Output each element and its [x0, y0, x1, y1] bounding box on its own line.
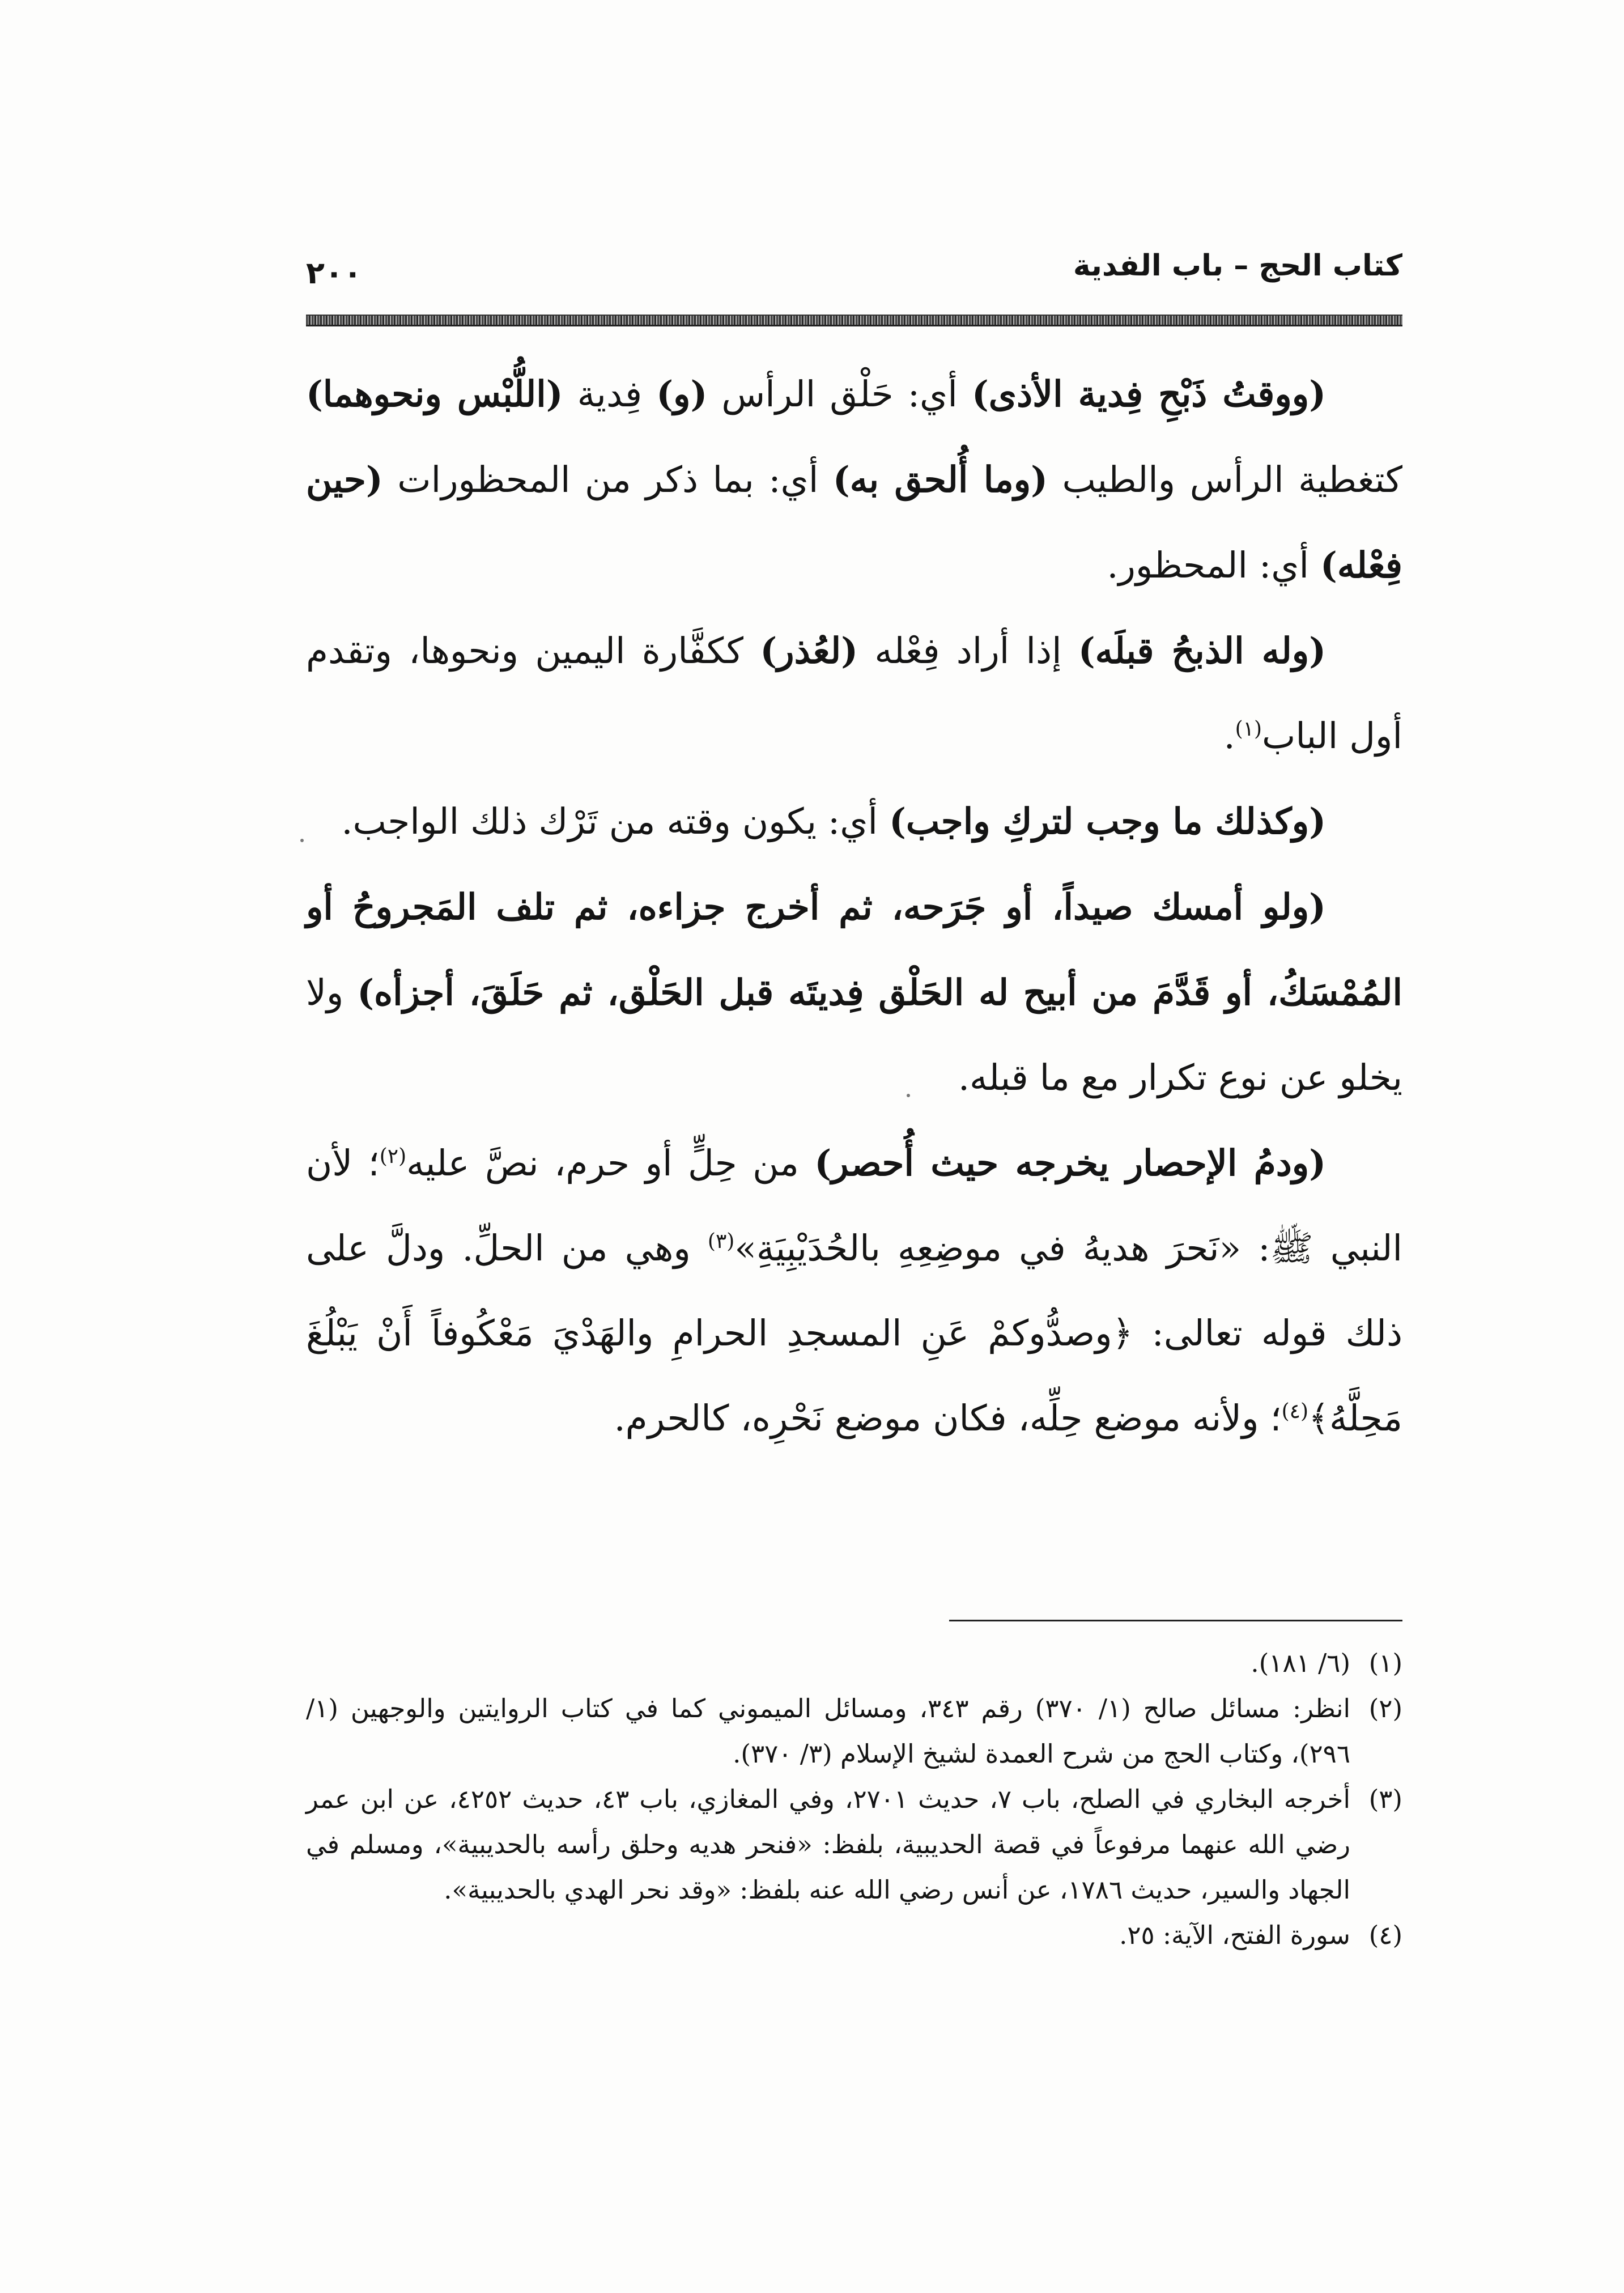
footnote-text: (٦/ ١٨١). [1251, 1648, 1350, 1678]
sharh-text: ؛ لأن النبي ﷺ: «نَحرَ هديهُ في موضِعِهِ بالحُدَيْبِيَةِ» [306, 1143, 1402, 1269]
footnote-text: سورة الفتح، الآية: ٢٥. [1119, 1920, 1350, 1950]
footnote-marker: (٢) [379, 1145, 407, 1168]
matn-text: (ووقتُ ذَبْحِ فِدية الأذى) [971, 373, 1326, 415]
footnote [306, 1641, 1402, 1686]
matn-text: (وله الذبحُ قبلَه) [1078, 630, 1326, 672]
footnote [306, 1777, 1402, 1913]
stray-mark [300, 839, 304, 842]
body-paragraph [306, 779, 1402, 864]
body-paragraph [306, 1120, 1402, 1461]
body-paragraph [306, 608, 1402, 779]
sharh-text: ؛ ولأنه موضع حِلِّه، فكان موضع نَحْرِه، كالحرم. [614, 1398, 1282, 1439]
footnote-number: (٤) [1368, 1920, 1402, 1950]
matn-text: (حين فِعْله) [306, 458, 1402, 586]
matn-text: (ودمُ الإحصار يخرجه حيث أُحصر) [814, 1142, 1327, 1184]
stray-mark [907, 1094, 910, 1097]
body-paragraph [306, 864, 1402, 1120]
sharh-text: إذا أراد فِعْله [858, 630, 1078, 672]
sharh-text: أي: بما ذكر من المحظورات [382, 459, 833, 500]
footnote-number: (١) [1368, 1648, 1402, 1678]
footnote [306, 1913, 1402, 1958]
footnote-text: انظر: مسائل صالح (١/ ٣٧٠) رقم ٣٤٣، ومسائل الميموني كما في كتاب الروايتين والوجهين (١/ ٢٩٦)، وكتاب الحج من شرح العمدة لشيخ الإسلام (٣/ ٣٧٠). [306, 1693, 1350, 1769]
sharh-text: أي: يكون وقته من تَرْك ذلك الواجب. [341, 801, 890, 842]
footnote-marker: (٣) [707, 1230, 735, 1253]
matn-text: (و) [656, 373, 708, 415]
footnote-number: (٢) [1368, 1693, 1402, 1723]
sharh-text: . [1223, 715, 1235, 757]
sharh-text: من حِلٍّ أو حرم، نصَّ عليه [406, 1143, 815, 1184]
sharh-text: فِدية [563, 373, 657, 415]
page-number: ٢٠٠ [306, 255, 362, 291]
sharh-text: كتغطية الرأس والطيب [1048, 459, 1403, 500]
matn-text: (وما أُلحق به) [832, 458, 1048, 500]
running-header [306, 238, 1402, 306]
footnote [306, 1686, 1402, 1777]
footnote-number: (٣) [1368, 1784, 1402, 1814]
matn-text: (لعُذر) [760, 630, 858, 672]
footnote-marker: (٤) [1281, 1400, 1309, 1423]
sharh-text: ككفَّارة اليمين ونحوها، وتقدم أول الباب [306, 630, 1402, 757]
footnotes [306, 1641, 1402, 1958]
running-title: كتاب الحج – باب الفدية [1073, 249, 1402, 283]
sharh-text: أي: حَلْق الرأس [707, 373, 972, 415]
matn-text: (وكذلك ما وجب لتركِ واجب) [889, 800, 1326, 842]
matn-text: (ولو أمسك صيداً، أو جَرَحه، ثم أخرج جزاءه، ثم تلف المَجروحُ أو المُمْسَكُ، أو قَدَّمَ من أبيح له الحَلْق فِديتَه قبل الحَلْق، ثم حَلَقَ، أجزأه) [306, 886, 1402, 1013]
matn-text: (اللُّبْس ونحوهما) [306, 373, 563, 415]
footnote-text: أخرجه البخاري في الصلح، باب ٧، حديث ٢٧٠١، وفي المغازي، باب ٤٣، حديث ٤٢٥٢، عن ابن عمر رضي الله عنهما مرفوعاً في قصة الحديبية، بلفظ: «فنحر هديه وحلق رأسه بالحديبية»، ومسلم في الجهاد والسير، حديث ١٧٨٦، عن أنس رضي الله عنه بلفظ: «وقد نحر الهدي بالحديبية». [306, 1784, 1350, 1905]
header-rule [306, 315, 1402, 326]
sharh-text: أي: المحظور. [1107, 545, 1321, 586]
sharh-text: وهي من الحلِّ. ودلَّ على ذلك قوله تعالى: ﴿وصدُّوكمْ عَنِ المسجدِ الحرامِ والهَدْيَ مَعْكُوفاً أَنْ يَبْلُغَ مَحِلَّهُ﴾ [306, 1228, 1402, 1439]
main-text [306, 351, 1402, 1457]
footnote-rule [949, 1620, 1402, 1621]
body-paragraph [306, 351, 1402, 608]
sharh-text: ولا يخلو عن نوع تكرار مع ما قبله. [306, 972, 1402, 1098]
footnote-marker: (١) [1235, 717, 1262, 741]
